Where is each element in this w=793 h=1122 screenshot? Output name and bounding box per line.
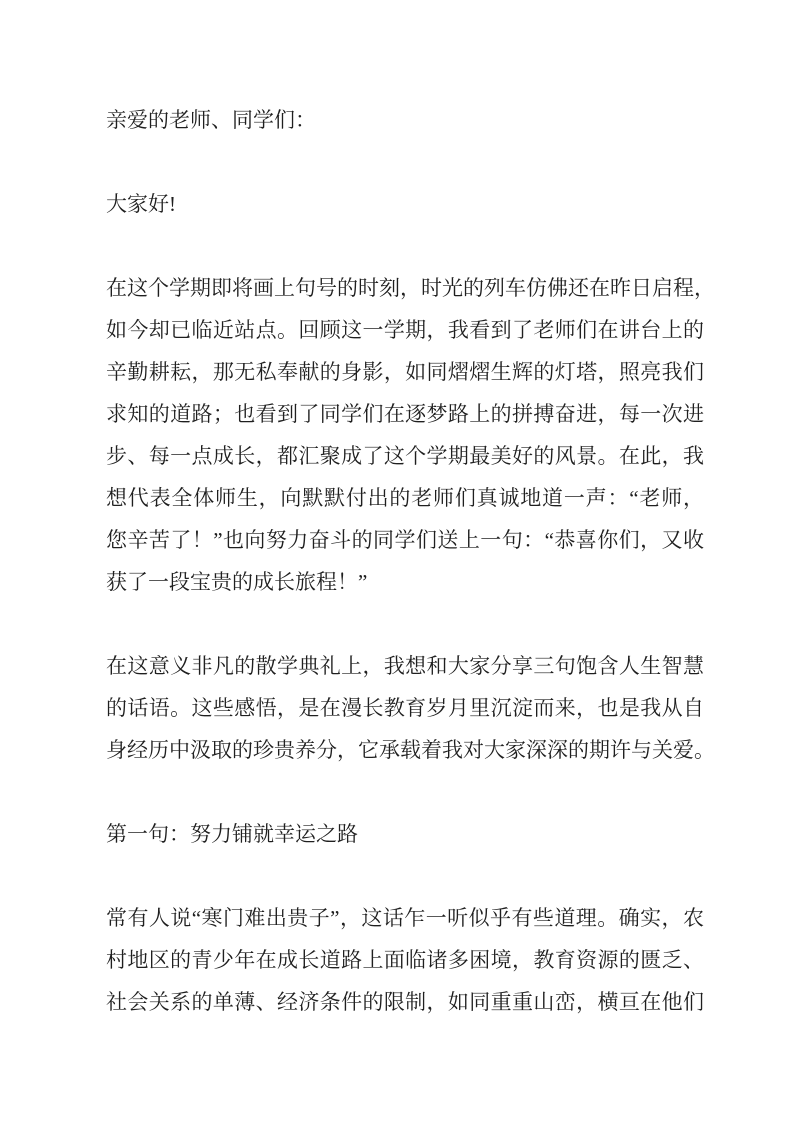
text-line: 在这个学期即将画上句号的时刻，时光的列车仿佛还在昨日启程， [106,276,715,300]
text-line: 社会关系的单薄、经济条件的限制，如同重重山峦，横亘在他们 [106,990,704,1014]
text-line: 求知的道路；也看到了同学们在逐梦路上的拼搏奋进，每一次进 [106,402,704,426]
text-line: 身经历中汲取的珍贵养分，它承载着我对大家深深的期许与关爱。 [106,738,715,762]
text-line: 获了一段宝贵的成长旅程！” [106,570,368,594]
salutation: 亲爱的老师、同学们： [106,108,316,132]
greeting: 大家好! [106,192,176,216]
text-line: 您辛苦了！”也向努力奋斗的同学们送上一句：“恭喜你们，又收 [106,528,704,552]
text-line: 在这意义非凡的散学典礼上，我想和大家分享三句饱含人生智慧 [106,654,704,678]
text-line: 想代表全体师生，向默默付出的老师们真诚地道一声：“老师， [106,486,704,510]
text-line: 村地区的青少年在成长道路上面临诸多困境，教育资源的匮乏、 [106,948,704,972]
text-line: 的话语。这些感悟，是在漫长教育岁月里沉淀而来，也是我从自 [106,696,704,720]
section-heading: 第一句：努力铺就幸运之路 [106,822,358,846]
paragraph-1 [106,267,715,603]
paragraph-3 [106,897,704,1023]
text-line: 如今却已临近站点。回顾这一学期，我看到了老师们在讲台上的 [106,318,704,342]
paragraph-2 [106,645,715,771]
text-line: 常有人说“寒门难出贵子”，这话乍一听似乎有些道理。确实，农 [106,906,704,930]
section-heading-block [106,813,704,855]
salutation-block [106,99,704,141]
greeting-block [106,183,704,225]
text-line: 步、每一点成长，都汇聚成了这个学期最美好的风景。在此，我 [106,444,704,468]
text-line: 辛勤耕耘，那无私奉献的身影，如同熠熠生辉的灯塔，照亮我们 [106,360,704,384]
